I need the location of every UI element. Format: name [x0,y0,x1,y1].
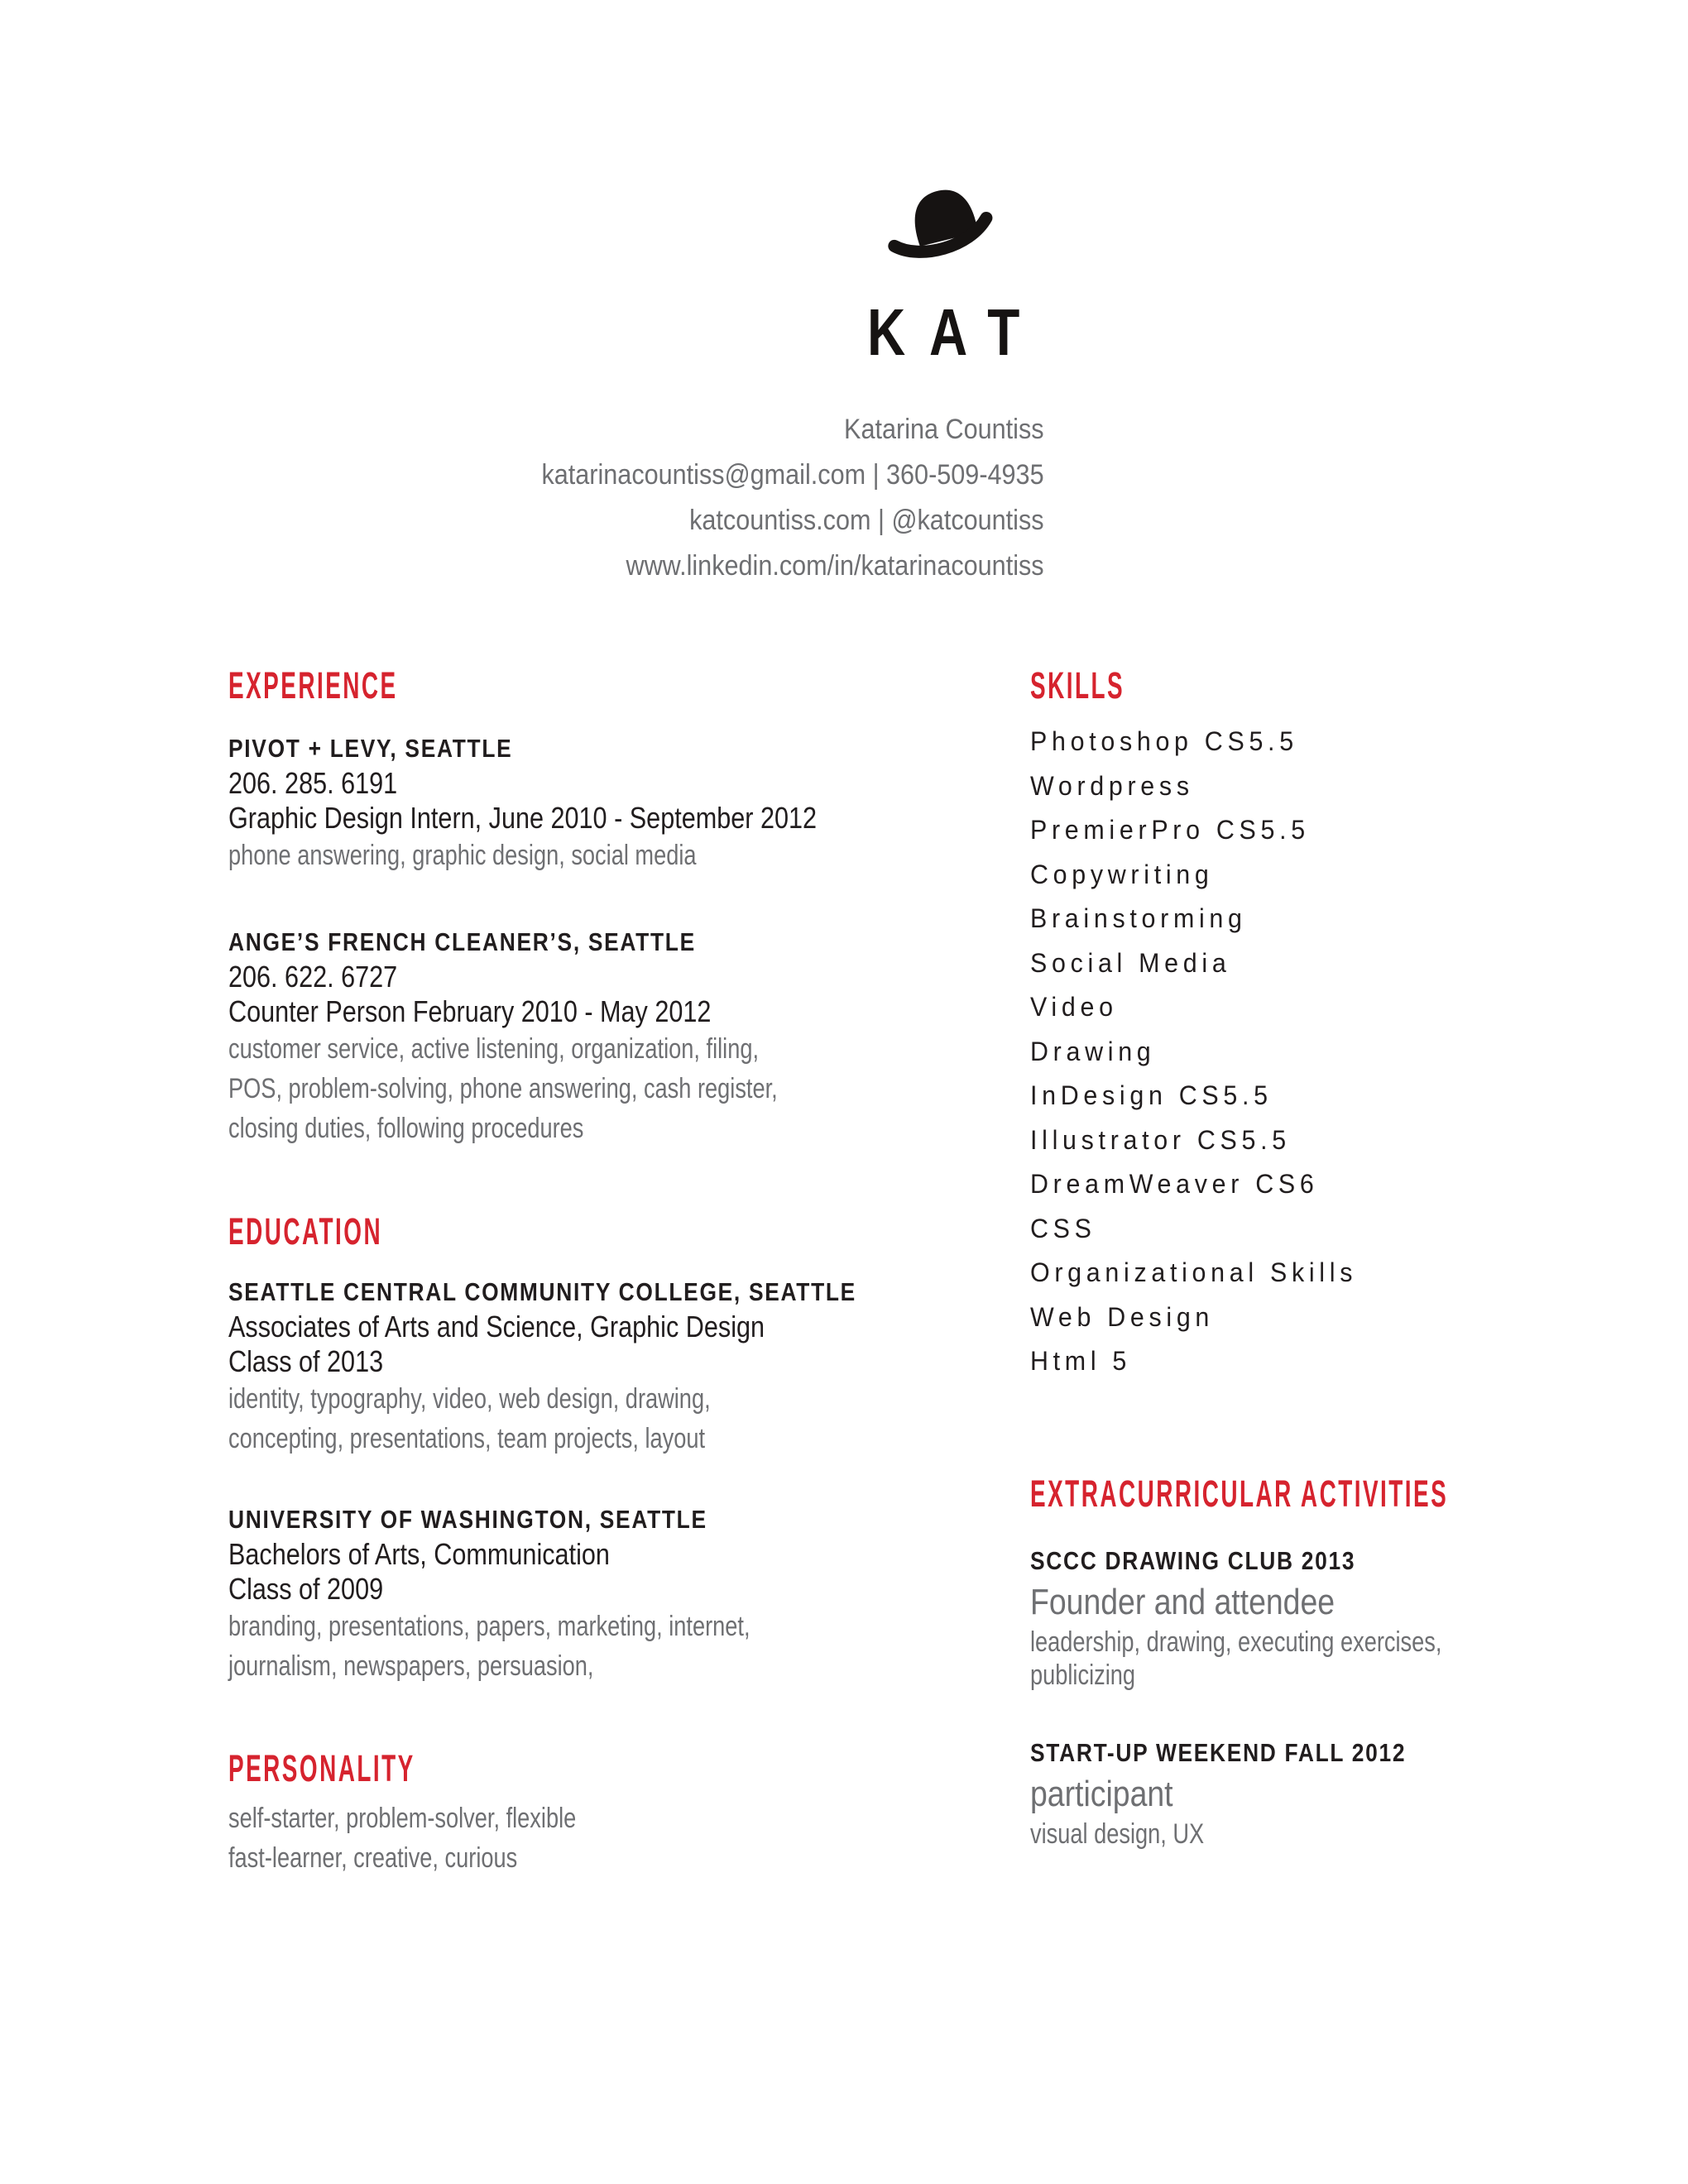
skill-item: Drawing [1030,1036,1156,1066]
experience-keywords: closing duties, following procedures [228,1113,584,1144]
experience-phone: 206. 285. 6191 [228,766,398,800]
skill-item: PremierPro CS5.5 [1030,815,1310,845]
extracurricular-keywords: publicizing [1030,1660,1136,1691]
experience-phone: 206. 622. 6727 [228,960,398,994]
experience-entry-pivot-levy [228,731,921,875]
skill-item: Copywriting [1030,859,1214,889]
section-heading-personality: PERSONALITY [228,1747,415,1789]
extracurricular-entry-drawing-club [1030,1544,1545,1692]
education-keywords: journalism, newspapers, persuasion, [228,1650,594,1682]
experience-role: Counter Person February 2010 - May 2012 [228,994,712,1028]
contact-linkedin: www.linkedin.com/in/katarinacountiss [626,550,1044,582]
section-heading-extracurricular: EXTRACURRICULAR ACTIVITIES [1030,1473,1449,1515]
skill-item: InDesign CS5.5 [1030,1080,1273,1110]
skills-list [1030,720,1374,1384]
education-keywords: concepting, presentations, team projects, layout [228,1423,706,1454]
skill-item: Organizational Skills [1030,1257,1358,1287]
experience-org: PIVOT + LEVY, SEATTLE [228,734,513,763]
personality-lines [228,1798,663,1878]
education-degree: Associates of Arts and Science, Graphic Design [228,1310,765,1343]
education-class: Class of 2009 [228,1572,384,1606]
personality-line: fast-learner, creative, curious [228,1842,518,1874]
contact-website-twitter: katcountiss.com | @katcountiss [689,505,1044,536]
extracurricular-role: Founder and attendee [1030,1582,1336,1622]
education-keywords: branding, presentations, papers, marketing, internet, [228,1611,750,1642]
contact-block [486,407,1044,589]
section-heading-experience: EXPERIENCE [228,664,398,706]
education-degree: Bachelors of Arts, Communication [228,1537,610,1571]
extracurricular-keywords: visual design, UX [1030,1818,1205,1850]
skill-item: CSS [1030,1213,1096,1243]
education-entry-sccc [228,1275,967,1458]
skill-item: Photoshop CS5.5 [1030,726,1298,756]
skill-item: Web Design [1030,1301,1215,1332]
skill-item: Brainstorming [1030,903,1247,933]
experience-role: Graphic Design Intern, June 2010 - September 2012 [228,801,818,835]
education-org: UNIVERSITY OF WASHINGTON, SEATTLE [228,1505,707,1534]
skill-item: Social Media [1030,947,1231,978]
monogram-title: KAT [867,295,1044,369]
experience-keywords: customer service, active listening, organization, filing, [228,1033,760,1065]
skill-item: Video [1030,992,1118,1022]
skill-item: DreamWeaver CS6 [1030,1169,1319,1199]
experience-keywords: phone answering, graphic design, social media [228,840,697,871]
contact-email-phone: katarinacountiss@gmail.com | 360-509-4935 [541,459,1044,491]
extracurricular-keywords: leadership, drawing, executing exercises, [1030,1626,1442,1658]
extracurricular-role: participant [1030,1774,1173,1814]
skill-item: Illustrator CS5.5 [1030,1124,1291,1155]
experience-entry-anges-cleaners [228,925,915,1148]
education-entry-uw [228,1502,880,1686]
section-heading-skills: SKILLS [1030,664,1125,706]
skill-item: Wordpress [1030,770,1194,801]
education-class: Class of 2013 [228,1344,384,1378]
section-heading-education: EDUCATION [228,1210,383,1252]
skill-item: Html 5 [1030,1346,1132,1376]
experience-keywords: POS, problem-solving, phone answering, cash register, [228,1073,778,1104]
bowler-hat-icon [882,180,1006,267]
education-org: SEATTLE CENTRAL COMMUNITY COLLEGE, SEATTLE [228,1277,856,1306]
extracurricular-org: SCCC DRAWING CLUB 2013 [1030,1546,1356,1575]
personality-line: self-starter, problem-solver, flexible [228,1803,577,1834]
bowler-hat-svg [882,180,1006,267]
experience-org: ANGE’S FRENCH CLEANER’S, SEATTLE [228,927,696,956]
extracurricular-entry-startup-weekend [1030,1736,1472,1851]
education-keywords: identity, typography, video, web design, drawing, [228,1383,711,1415]
contact-name: Katarina Countiss [844,414,1044,445]
extracurricular-org: START-UP WEEKEND FALL 2012 [1030,1738,1407,1767]
